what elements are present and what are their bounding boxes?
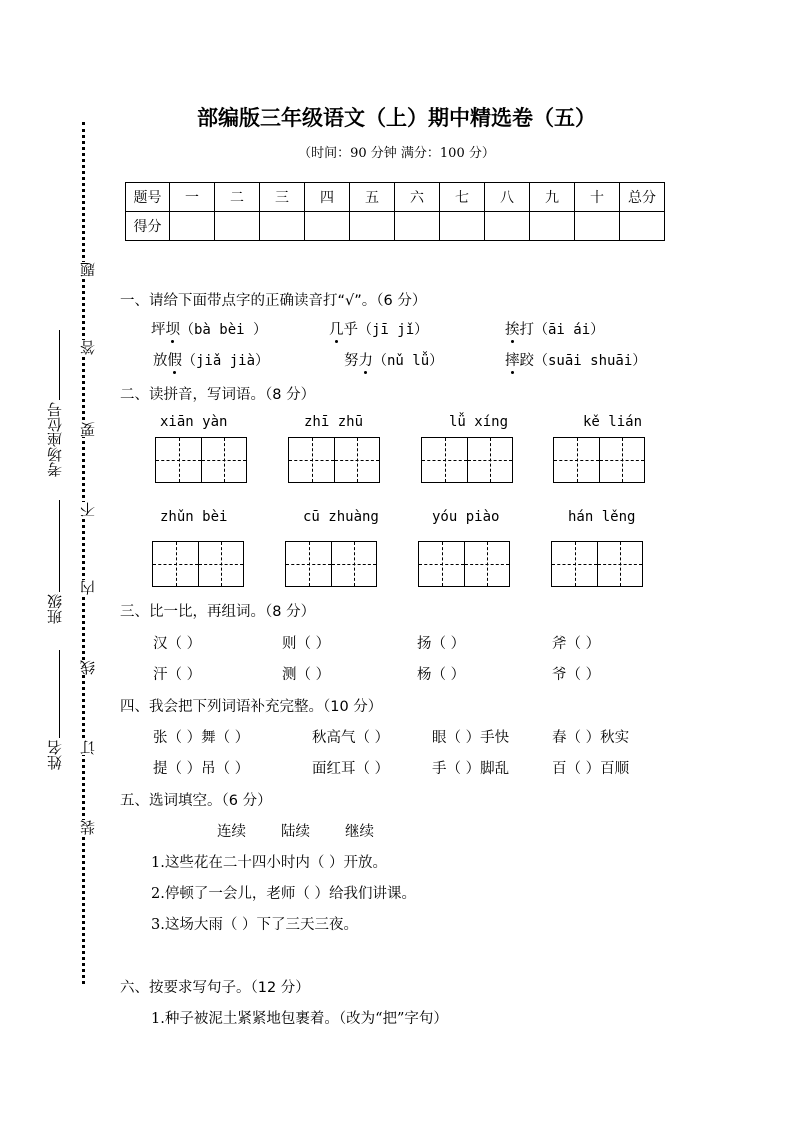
score-header-cell: 二 — [215, 183, 260, 212]
pinyin-word: yóu piào — [432, 509, 500, 525]
fill-blank-question[interactable]: 3.这场大雨（ ）下了三天三夜。 — [151, 917, 358, 933]
score-header-cell: 八 — [485, 183, 530, 212]
pinyin-options[interactable]: （jiǎ jià） — [182, 353, 270, 369]
pinyin-word: lǚ xíng — [449, 414, 509, 430]
name-label: 姓名 — [46, 740, 64, 770]
grid-cell[interactable] — [153, 542, 198, 586]
class-line — [59, 500, 60, 592]
dotted-char: 坝 — [165, 322, 180, 338]
page-title: 部编版三年级语文（上）期中精选卷（五） — [197, 106, 596, 130]
score-cell[interactable] — [395, 212, 440, 241]
pinyin-options[interactable]: （bà bèi ） — [180, 322, 268, 338]
grid-cell[interactable] — [286, 542, 331, 586]
section-5-heading: 五、选词填空。（6 分） — [120, 793, 272, 809]
writing-grid[interactable] — [553, 437, 645, 483]
fill-blank-question[interactable]: 2.停顿了一会儿，老师（ ）给我们讲课。 — [151, 886, 416, 902]
binding-char-3: 要 — [79, 422, 97, 437]
section-1-heading: 一、请给下面带点字的正确读音打“√”。（6 分） — [120, 293, 427, 309]
idiom-item[interactable]: 春（ ）秋实 — [552, 730, 630, 746]
dotted-char: 挨 — [505, 322, 520, 338]
binding-char-4: 不 — [79, 502, 97, 517]
score-header-row — [126, 183, 665, 212]
compare-item[interactable]: 则（ ） — [282, 636, 331, 652]
word-option: 继续 — [345, 824, 374, 840]
compare-item[interactable]: 斧（ ） — [552, 636, 601, 652]
compare-item[interactable]: 测（ ） — [282, 667, 331, 683]
binding-dotted-line — [82, 122, 85, 984]
grid-cell[interactable] — [198, 542, 243, 586]
grid-cell[interactable] — [334, 438, 379, 482]
idiom-item[interactable]: 秋高气（ ） — [312, 730, 390, 746]
grid-cell[interactable] — [201, 438, 246, 482]
section-2-heading: 二、读拼音，写词语。（8 分） — [120, 387, 316, 403]
idiom-item[interactable]: 提（ ）吊（ ） — [153, 761, 250, 777]
grid-cell[interactable] — [597, 542, 642, 586]
fill-blank-question[interactable]: 1.这些花在二十四小时内（ ）开放。 — [151, 855, 387, 871]
dotted-char: 几 — [329, 322, 344, 338]
compare-item[interactable]: 爷（ ） — [552, 667, 601, 683]
score-header-cell: 题号 — [126, 183, 170, 212]
score-cell[interactable] — [530, 212, 575, 241]
word-option: 陆续 — [281, 824, 310, 840]
pinyin-word: cū zhuàng — [303, 509, 379, 525]
idiom-item[interactable]: 面红耳（ ） — [312, 761, 390, 777]
rewrite-question[interactable]: 1.种子被泥土紧紧地包裹着。（改为“把”字句） — [151, 1011, 448, 1027]
score-header-cell: 四 — [305, 183, 350, 212]
pinyin-options[interactable]: （āi ái） — [534, 322, 605, 338]
dotted-char: 假 — [167, 353, 182, 369]
score-cell[interactable] — [620, 212, 665, 241]
seat-number-line — [59, 330, 60, 400]
binding-char-5: 内 — [79, 580, 97, 595]
idiom-item[interactable]: 张（ ）舞（ ） — [153, 730, 250, 746]
reading-item-3 — [505, 318, 604, 339]
score-header-cell: 三 — [260, 183, 305, 212]
section-4-heading: 四、我会把下列词语补充完整。（10 分） — [120, 699, 383, 715]
name-line — [59, 650, 60, 738]
score-row — [126, 212, 665, 241]
pinyin-options[interactable]: （suāi shuāi） — [534, 353, 647, 369]
reading-item-1 — [151, 318, 267, 339]
pinyin-word: hán lěng — [568, 509, 636, 525]
score-header-cell: 十 — [575, 183, 620, 212]
grid-cell[interactable] — [599, 438, 644, 482]
grid-cell[interactable] — [419, 542, 464, 586]
pinyin-word: zhī zhū — [304, 414, 364, 430]
score-cell[interactable] — [170, 212, 215, 241]
grid-cell[interactable] — [289, 438, 334, 482]
score-header-cell: 五 — [350, 183, 395, 212]
score-header-cell: 九 — [530, 183, 575, 212]
idiom-item[interactable]: 手（ ）脚乱 — [432, 761, 510, 777]
compare-item[interactable]: 杨（ ） — [417, 667, 466, 683]
pinyin-word: zhǔn bèi — [160, 509, 228, 525]
score-cell[interactable] — [575, 212, 620, 241]
dotted-char: 力 — [358, 353, 373, 369]
writing-grid[interactable] — [421, 437, 513, 483]
compare-item[interactable]: 扬（ ） — [417, 636, 466, 652]
grid-cell[interactable] — [552, 542, 597, 586]
grid-cell[interactable] — [422, 438, 467, 482]
pinyin-word: kě lián — [583, 414, 643, 430]
writing-grid[interactable] — [288, 437, 380, 483]
reading-item-5 — [344, 349, 443, 370]
compare-item[interactable]: 汉（ ） — [153, 636, 202, 652]
score-row-label: 得分 — [126, 212, 170, 241]
binding-char-1: 题 — [79, 262, 97, 277]
score-header-cell: 一 — [170, 183, 215, 212]
item-text: 打 — [519, 322, 534, 338]
score-cell[interactable] — [350, 212, 395, 241]
grid-cell[interactable] — [554, 438, 599, 482]
compare-item[interactable]: 汗（ ） — [153, 667, 202, 683]
reading-item-2 — [329, 318, 428, 339]
class-label: 班级 — [46, 594, 64, 624]
reading-item-4 — [153, 349, 269, 370]
word-option: 连续 — [217, 824, 246, 840]
writing-grid[interactable] — [152, 541, 244, 587]
pinyin-word: xiān yàn — [160, 414, 228, 430]
score-header-cell: 六 — [395, 183, 440, 212]
score-table — [125, 182, 665, 241]
idiom-item[interactable]: 眼（ ）手快 — [432, 730, 510, 746]
score-cell[interactable] — [485, 212, 530, 241]
dotted-char: 摔 — [505, 353, 520, 369]
binding-char-6: 线 — [79, 660, 97, 675]
item-text: 努 — [344, 353, 359, 369]
score-cell[interactable] — [440, 212, 485, 241]
score-cell[interactable] — [260, 212, 305, 241]
idiom-item[interactable]: 百（ ）百顺 — [552, 761, 630, 777]
writing-grid[interactable] — [551, 541, 643, 587]
binding-char-7: 订 — [79, 740, 97, 755]
grid-cell[interactable] — [467, 438, 512, 482]
section-3-heading: 三、比一比，再组词。（8 分） — [120, 604, 316, 620]
item-text: 乎 — [343, 322, 358, 338]
grid-cell[interactable] — [156, 438, 201, 482]
writing-grid[interactable] — [155, 437, 247, 483]
grid-cell[interactable] — [464, 542, 509, 586]
grid-cell[interactable] — [331, 542, 376, 586]
pinyin-options[interactable]: （jī jǐ） — [358, 322, 429, 338]
writing-grid[interactable] — [285, 541, 377, 587]
section-6-heading: 六、按要求写句子。（12 分） — [120, 980, 310, 996]
writing-grid[interactable] — [418, 541, 510, 587]
item-text: 放 — [153, 353, 168, 369]
exam-subtitle: （时间：90 分钟 满分：100 分） — [298, 146, 495, 161]
score-cell[interactable] — [215, 212, 260, 241]
item-text: 坪 — [151, 322, 166, 338]
binding-char-2: 答 — [79, 340, 97, 355]
score-header-cell: 七 — [440, 183, 485, 212]
score-header-cell: 总分 — [620, 183, 665, 212]
item-text: 跤 — [519, 353, 534, 369]
binding-char-8: 装 — [79, 820, 97, 835]
seat-number-label: 考场座位号 — [46, 402, 64, 477]
score-cell[interactable] — [305, 212, 350, 241]
pinyin-options[interactable]: （nǔ lǚ） — [373, 353, 444, 369]
reading-item-6 — [505, 349, 646, 370]
